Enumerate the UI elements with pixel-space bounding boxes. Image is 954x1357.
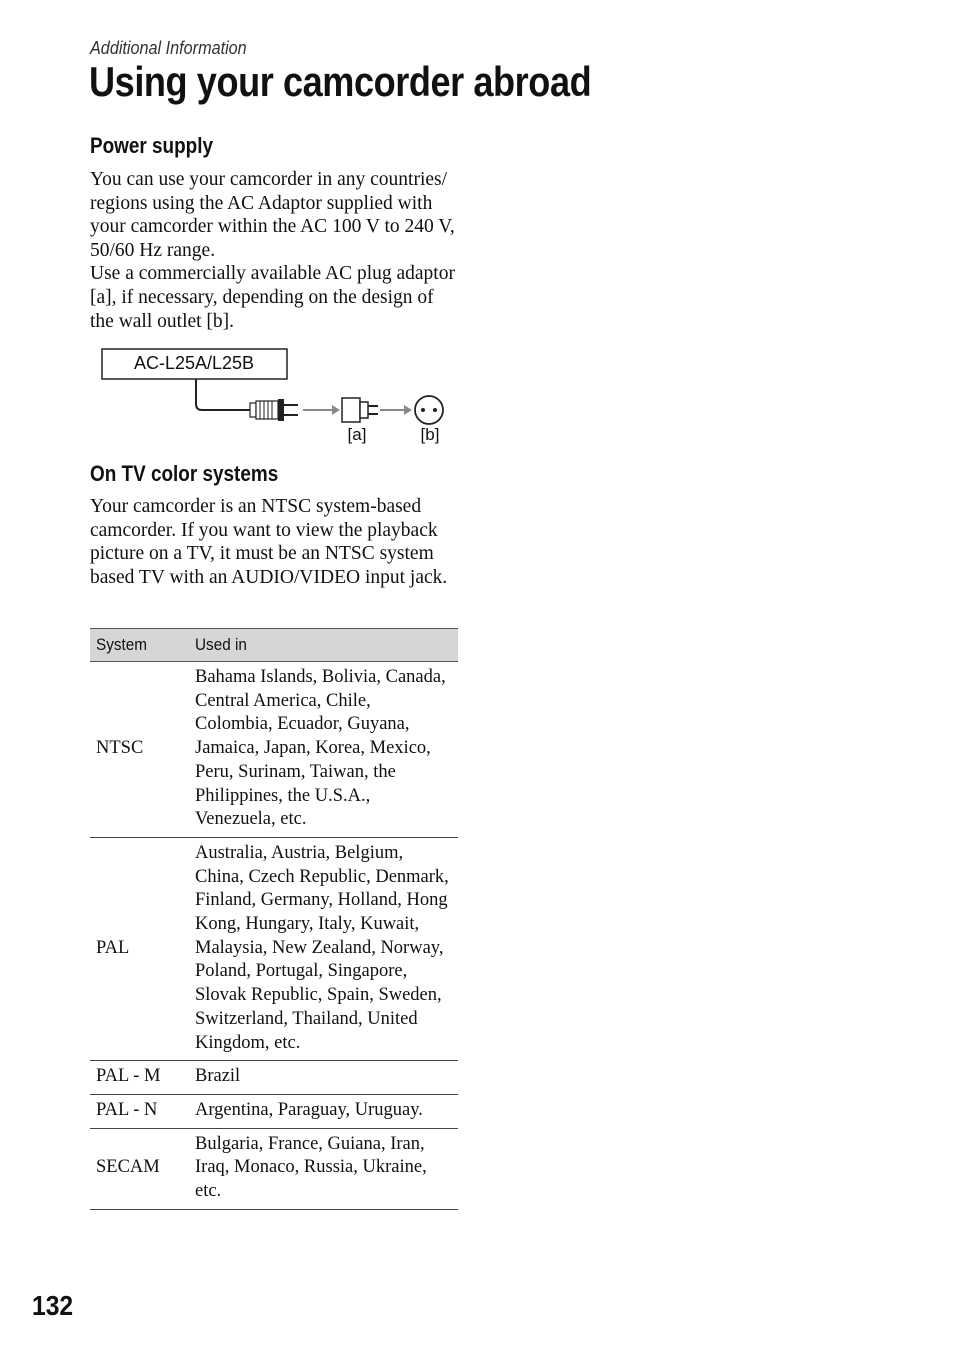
- section-label: Additional Information: [90, 38, 247, 58]
- used-in-cell: Brazil: [189, 1061, 458, 1095]
- table-row: [90, 837, 458, 1060]
- wall-outlet-icon: [415, 396, 443, 424]
- tv-systems-heading: On TV color systems: [90, 461, 279, 486]
- system-cell: PAL: [90, 837, 189, 1060]
- model-label: AC-L25A/L25B: [133, 353, 255, 373]
- outlet-label: [b]: [420, 425, 440, 444]
- page-title: Using your camcorder abroad: [89, 58, 592, 105]
- table-row: [90, 662, 458, 838]
- column-header-system: System: [90, 629, 189, 662]
- power-adaptor-diagram: [100, 346, 460, 446]
- system-cell: NTSC: [90, 662, 189, 838]
- power-supply-text: [90, 168, 462, 333]
- system-cell: PAL - M: [90, 1061, 189, 1095]
- tv-systems-table: [90, 628, 458, 1210]
- power-supply-heading: Power supply: [90, 133, 214, 158]
- page-number: 132: [32, 1290, 74, 1321]
- arrow-right-icon: [303, 405, 340, 415]
- used-in-cell: Australia, Austria, Belgium, China, Czech Republic, Denmark, Finland, Germany, Holland, Hong Kong, Hungary, Italy, Kuwait, Malaysia, New Zealand, Norway, Poland, Portugal, Singapore, Slovak Republic, Spain, Sweden, Switzerland, Thailand, United Kingdom, etc.: [189, 837, 458, 1060]
- power-plug-icon: [250, 399, 298, 421]
- power-supply-paragraph-1: You can use your camcorder in any countries/ regions using the AC Adaptor supplied with your camcorder within the AC 100 V to 240 V, 50/60 Hz range.: [90, 169, 455, 261]
- adaptor-diagram-svg: [100, 346, 460, 446]
- column-header-used-in: Used in: [189, 629, 458, 662]
- system-cell: SECAM: [90, 1128, 189, 1209]
- used-in-cell: Bulgaria, France, Guiana, Iran, Iraq, Monaco, Russia, Ukraine, etc.: [189, 1128, 458, 1209]
- arrow-right-icon: [380, 405, 412, 415]
- power-supply-paragraph-2: Use a commercially available AC plug adaptor [a], if necessary, depending on the design of the wall outlet [b].: [90, 263, 455, 332]
- used-in-cell: Bahama Islands, Bolivia, Canada, Central America, Chile, Colombia, Ecuador, Guyana, Jamaica, Japan, Korea, Mexico, Peru, Surinam, Taiwan, the Philippines, the U.S.A., Venezuela, etc.: [189, 662, 458, 838]
- table-row: [90, 1128, 458, 1209]
- tv-systems-paragraph: Your camcorder is an NTSC system-based camcorder. If you want to view the playback picture on a TV, it must be an NTSC system based TV with an AUDIO/VIDEO input jack.: [90, 496, 448, 588]
- system-cell: PAL - N: [90, 1094, 189, 1128]
- tv-systems-text: [90, 495, 462, 589]
- table-header-row: [90, 629, 458, 662]
- plug-adaptor-icon: [342, 398, 378, 422]
- table-row: [90, 1094, 458, 1128]
- used-in-cell: Argentina, Paraguay, Uruguay.: [189, 1094, 458, 1128]
- adaptor-cable: [196, 379, 250, 410]
- table-row: [90, 1061, 458, 1095]
- adaptor-label: [a]: [347, 425, 367, 444]
